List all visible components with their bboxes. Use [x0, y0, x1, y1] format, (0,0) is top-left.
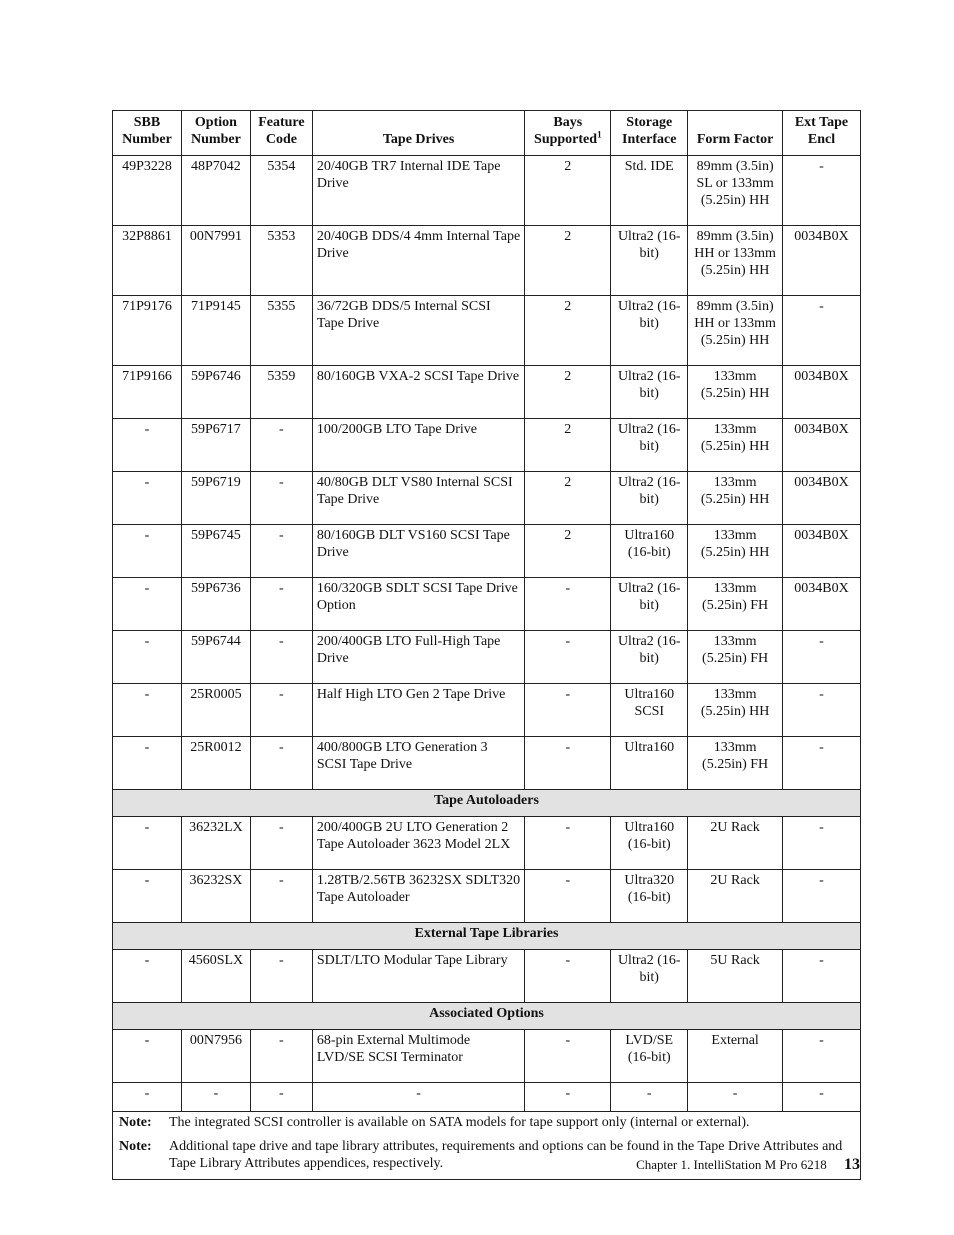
cell-form: 133mm (5.25in) HH [688, 419, 783, 472]
cell-ext: - [783, 156, 861, 226]
cell-feature: - [250, 472, 312, 525]
cell-sbb: - [113, 419, 182, 472]
cell-drive: 160/320GB SDLT SCSI Tape Drive Option [312, 578, 524, 631]
table-row [113, 419, 861, 472]
chapter-title: Chapter 1. IntelliStation M Pro 6218 [636, 1157, 827, 1172]
column-header-line2: Form Factor [696, 132, 774, 147]
table-row [113, 578, 861, 631]
cell-ext: 0034B0X [783, 472, 861, 525]
column-header-line2: Number [191, 132, 241, 147]
cell-bays: - [525, 870, 611, 923]
cell-bays: 2 [525, 366, 611, 419]
column-header-feature [250, 111, 312, 156]
cell-ext: - [783, 1030, 861, 1083]
cell-bays: - [525, 817, 611, 870]
cell-bays: - [525, 1083, 611, 1112]
cell-bays: - [525, 578, 611, 631]
cell-option: 4560SLX [181, 950, 250, 1003]
cell-drive: 200/400GB LTO Full-High Tape Drive [312, 631, 524, 684]
cell-iface: Std. IDE [611, 156, 688, 226]
cell-form: 133mm (5.25in) HH [688, 684, 783, 737]
column-header-line2: Code [265, 132, 297, 147]
cell-drive: Half High LTO Gen 2 Tape Drive [312, 684, 524, 737]
cell-bays: 2 [525, 419, 611, 472]
cell-drive: 20/40GB DDS/4 4mm Internal Tape Drive [312, 226, 524, 296]
page-number: 13 [844, 1156, 860, 1173]
cell-option: - [181, 1083, 250, 1112]
cell-option: 00N7991 [181, 226, 250, 296]
cell-ext: - [783, 737, 861, 790]
header-row [113, 111, 861, 156]
note-text: Additional tape drive and tape library attributes, requirements and options can be found in the Tape Drive Attributes and Tape Library Attributes appendices, respectively. [169, 1139, 843, 1171]
column-header-line2: Number [122, 132, 172, 147]
table-header [113, 111, 861, 156]
section-title: Tape Autoloaders [113, 790, 861, 817]
cell-feature: - [250, 525, 312, 578]
cell-bays: 2 [525, 296, 611, 366]
cell-form: 89mm (3.5in) SL or 133mm (5.25in) HH [688, 156, 783, 226]
cell-option: 36232SX [181, 870, 250, 923]
cell-iface: Ultra160 SCSI [611, 684, 688, 737]
cell-form: 133mm (5.25in) HH [688, 472, 783, 525]
cell-feature: - [250, 817, 312, 870]
cell-option: 71P9145 [181, 296, 250, 366]
column-header-sbb [113, 111, 182, 156]
cell-form: 2U Rack [688, 870, 783, 923]
cell-drive: 36/72GB DDS/5 Internal SCSI Tape Drive [312, 296, 524, 366]
table-row [113, 156, 861, 226]
column-header-option [181, 111, 250, 156]
cell-drive: - [312, 1083, 524, 1112]
table-row [113, 950, 861, 1003]
cell-ext: 0034B0X [783, 578, 861, 631]
cell-option: 59P6717 [181, 419, 250, 472]
cell-ext: 0034B0X [783, 366, 861, 419]
tape-drives-table [112, 110, 861, 1180]
section-row [113, 923, 861, 950]
cell-ext: - [783, 631, 861, 684]
cell-feature: 5353 [250, 226, 312, 296]
section-row [113, 790, 861, 817]
cell-form: 133mm (5.25in) HH [688, 525, 783, 578]
cell-sbb: 71P9176 [113, 296, 182, 366]
column-header-bays [525, 111, 611, 156]
cell-iface: Ultra2 (16-bit) [611, 226, 688, 296]
cell-sbb: - [113, 737, 182, 790]
section-row [113, 1003, 861, 1030]
cell-bays: 2 [525, 226, 611, 296]
table-row [113, 296, 861, 366]
cell-form: 89mm (3.5in) HH or 133mm (5.25in) HH [688, 226, 783, 296]
table-body [113, 156, 861, 1112]
cell-sbb: 49P3228 [113, 156, 182, 226]
cell-option: 59P6746 [181, 366, 250, 419]
cell-iface: Ultra320 (16-bit) [611, 870, 688, 923]
cell-drive: 1.28TB/2.56TB 36232SX SDLT320 Tape Autoloader [312, 870, 524, 923]
cell-feature: - [250, 578, 312, 631]
cell-feature: - [250, 950, 312, 1003]
table-row [113, 525, 861, 578]
cell-ext: - [783, 817, 861, 870]
cell-option: 25R0012 [181, 737, 250, 790]
cell-sbb: - [113, 1030, 182, 1083]
cell-drive: 400/800GB LTO Generation 3 SCSI Tape Drive [312, 737, 524, 790]
cell-feature: - [250, 684, 312, 737]
cell-ext: - [783, 296, 861, 366]
table-row [113, 1030, 861, 1083]
cell-feature: 5355 [250, 296, 312, 366]
cell-bays: 2 [525, 472, 611, 525]
cell-drive: 20/40GB TR7 Internal IDE Tape Drive [312, 156, 524, 226]
column-header-line2: Supported [534, 132, 598, 147]
cell-iface: Ultra2 (16-bit) [611, 472, 688, 525]
table-row [113, 226, 861, 296]
cell-sbb: 32P8861 [113, 226, 182, 296]
cell-sbb: - [113, 870, 182, 923]
cell-feature: 5354 [250, 156, 312, 226]
cell-option: 48P7042 [181, 156, 250, 226]
cell-feature: 5359 [250, 366, 312, 419]
cell-bays: - [525, 684, 611, 737]
table-row [113, 472, 861, 525]
cell-drive: 100/200GB LTO Tape Drive [312, 419, 524, 472]
column-header-line1: Storage [626, 115, 673, 130]
cell-bays: 2 [525, 525, 611, 578]
cell-sbb: - [113, 472, 182, 525]
cell-ext: - [783, 1083, 861, 1112]
cell-drive: SDLT/LTO Modular Tape Library [312, 950, 524, 1003]
cell-form: - [688, 1083, 783, 1112]
cell-iface: Ultra2 (16-bit) [611, 296, 688, 366]
column-header-ext [783, 111, 861, 156]
cell-drive: 80/160GB VXA-2 SCSI Tape Drive [312, 366, 524, 419]
table-row [113, 870, 861, 923]
cell-option: 59P6719 [181, 472, 250, 525]
cell-ext: 0034B0X [783, 525, 861, 578]
cell-sbb: - [113, 578, 182, 631]
cell-iface: Ultra160 (16-bit) [611, 817, 688, 870]
cell-iface: Ultra2 (16-bit) [611, 578, 688, 631]
column-header-line2: Tape Drives [382, 132, 455, 147]
note-label: Note: [119, 1115, 152, 1130]
cell-sbb: - [113, 525, 182, 578]
cell-iface: Ultra160 (16-bit) [611, 525, 688, 578]
cell-drive: 68-pin External Multimode LVD/SE SCSI Terminator [312, 1030, 524, 1083]
cell-iface: - [611, 1083, 688, 1112]
note [119, 1114, 854, 1131]
cell-ext: - [783, 684, 861, 737]
cell-iface: Ultra2 (16-bit) [611, 366, 688, 419]
cell-iface: Ultra2 (16-bit) [611, 419, 688, 472]
cell-iface: Ultra160 [611, 737, 688, 790]
column-header-line2: Interface [622, 132, 677, 147]
column-header-line1: Bays [553, 115, 583, 130]
cell-sbb: - [113, 684, 182, 737]
cell-option: 25R0005 [181, 684, 250, 737]
cell-option: 59P6744 [181, 631, 250, 684]
cell-iface: LVD/SE (16-bit) [611, 1030, 688, 1083]
cell-form: 133mm (5.25in) FH [688, 631, 783, 684]
column-header-line2: Encl [807, 132, 836, 147]
cell-form: 2U Rack [688, 817, 783, 870]
cell-form: 133mm (5.25in) FH [688, 578, 783, 631]
column-header-drive [312, 111, 524, 156]
column-header-line1: Option [194, 115, 237, 130]
cell-ext: 0034B0X [783, 419, 861, 472]
cell-feature: - [250, 631, 312, 684]
cell-drive: 80/160GB DLT VS160 SCSI Tape Drive [312, 525, 524, 578]
note-label: Note: [119, 1139, 152, 1154]
cell-bays: - [525, 737, 611, 790]
table-row [113, 631, 861, 684]
table-row [113, 366, 861, 419]
cell-feature: - [250, 1083, 312, 1112]
table-row [113, 1083, 861, 1112]
column-header-iface [611, 111, 688, 156]
column-header-line1: SBB [133, 115, 161, 130]
cell-iface: Ultra2 (16-bit) [611, 631, 688, 684]
footnote-marker: 1 [597, 129, 602, 140]
cell-option: 36232LX [181, 817, 250, 870]
column-header-line1: Feature [258, 115, 305, 130]
cell-form: 133mm (5.25in) FH [688, 737, 783, 790]
cell-drive: 200/400GB 2U LTO Generation 2 Tape Autoloader 3623 Model 2LX [312, 817, 524, 870]
cell-iface: Ultra2 (16-bit) [611, 950, 688, 1003]
cell-option: 59P6745 [181, 525, 250, 578]
cell-sbb: - [113, 950, 182, 1003]
cell-sbb: - [113, 1083, 182, 1112]
cell-sbb: - [113, 631, 182, 684]
cell-bays: - [525, 950, 611, 1003]
table-row [113, 817, 861, 870]
cell-sbb: 71P9166 [113, 366, 182, 419]
cell-option: 00N7956 [181, 1030, 250, 1083]
cell-form: 133mm (5.25in) HH [688, 366, 783, 419]
cell-form: 89mm (3.5in) HH or 133mm (5.25in) HH [688, 296, 783, 366]
cell-feature: - [250, 870, 312, 923]
cell-feature: - [250, 737, 312, 790]
column-header-form [688, 111, 783, 156]
cell-ext: - [783, 950, 861, 1003]
table-row [113, 684, 861, 737]
cell-feature: - [250, 1030, 312, 1083]
cell-feature: - [250, 419, 312, 472]
cell-drive: 40/80GB DLT VS80 Internal SCSI Tape Drive [312, 472, 524, 525]
page-footer [636, 1156, 860, 1174]
cell-ext: - [783, 870, 861, 923]
column-header-line1: Ext Tape [794, 115, 849, 130]
cell-form: 5U Rack [688, 950, 783, 1003]
cell-bays: - [525, 1030, 611, 1083]
section-title: External Tape Libraries [113, 923, 861, 950]
table-row [113, 737, 861, 790]
cell-sbb: - [113, 817, 182, 870]
cell-ext: 0034B0X [783, 226, 861, 296]
cell-bays: 2 [525, 156, 611, 226]
section-title: Associated Options [113, 1003, 861, 1030]
cell-bays: - [525, 631, 611, 684]
cell-option: 59P6736 [181, 578, 250, 631]
cell-form: External [688, 1030, 783, 1083]
note-text: The integrated SCSI controller is available on SATA models for tape support only (internal or external). [169, 1115, 750, 1130]
